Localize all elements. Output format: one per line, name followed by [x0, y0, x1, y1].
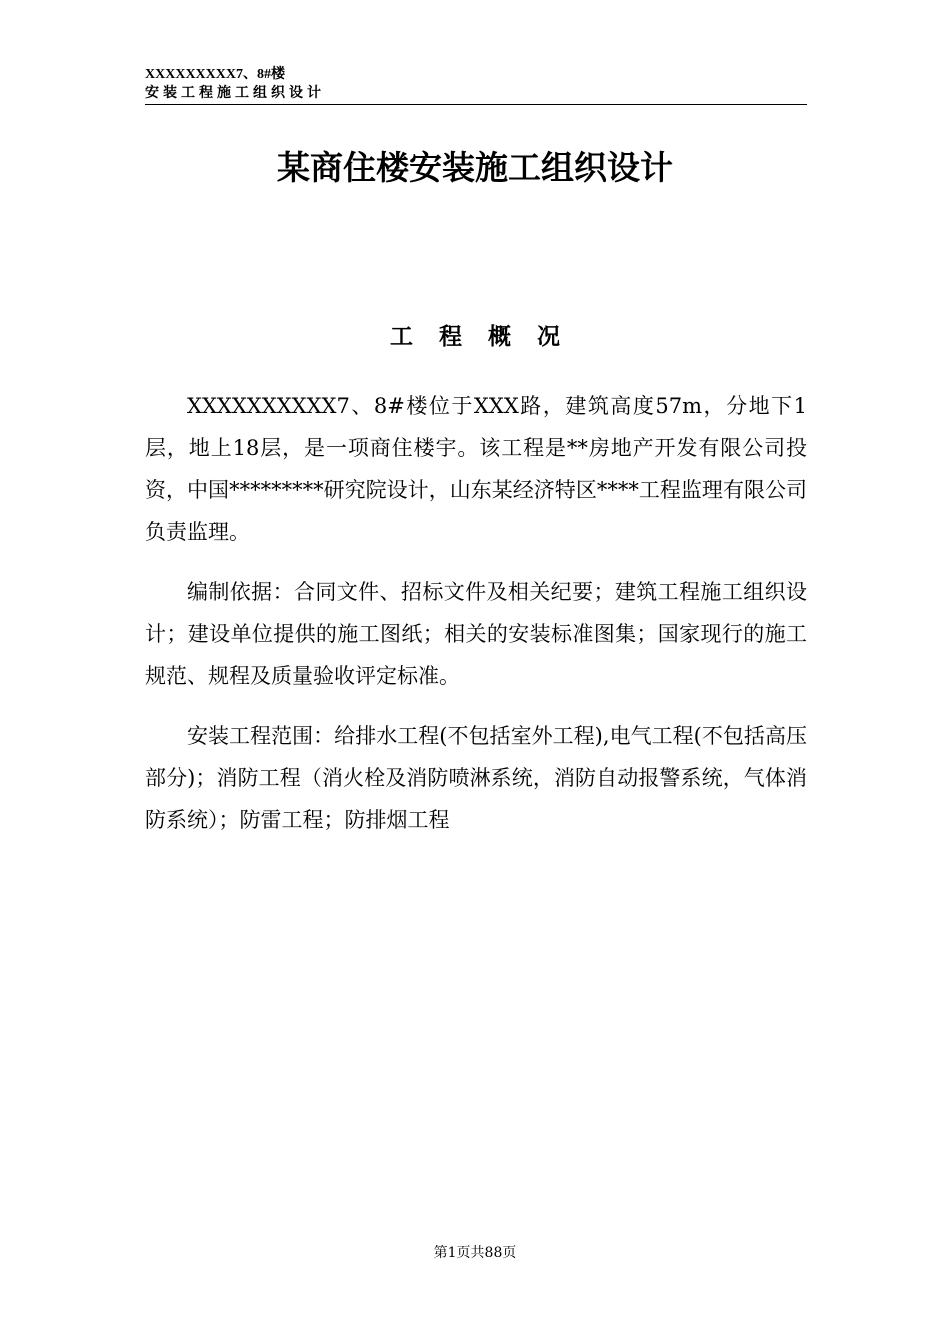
page-number: 第1页共88页	[433, 1245, 517, 1261]
header-document-name: 安装工程施工组织设计	[145, 85, 325, 101]
paragraph-compilation-basis: 编制依据：合同文件、招标文件及相关纪要；建筑工程施工组织设计；建设单位提供的施工图纸；相关的安装标准图集；国家现行的施工规范、规程及质量验收评定标准。	[145, 580, 807, 688]
paragraph-installation-scope: 安装工程范围：给排水工程(不包括室外工程),电气工程(不包括高压部分)；消防工程（消火栓及消防喷淋系统，消防自动报警系统，气体消防系统）；防雷工程；防排烟工程	[145, 724, 807, 832]
paragraph-project-overview: XXXXXXXXXX7、8#楼位于XXX路，建筑高度57m，分地下1层，地上18层，是一项商住楼宇。该工程是**房地产开发有限公司投资，中国*********研究院设计，山东某经济特区****工程监理有限公司负责监理。	[145, 394, 807, 544]
header-project-name: XXXXXXXXX7、8#楼	[145, 67, 285, 82]
section-title: 工程概况	[390, 324, 586, 350]
document-title: 某商住楼安装施工组织设计	[277, 148, 673, 187]
document-body	[145, 385, 807, 859]
page-header	[145, 66, 807, 105]
